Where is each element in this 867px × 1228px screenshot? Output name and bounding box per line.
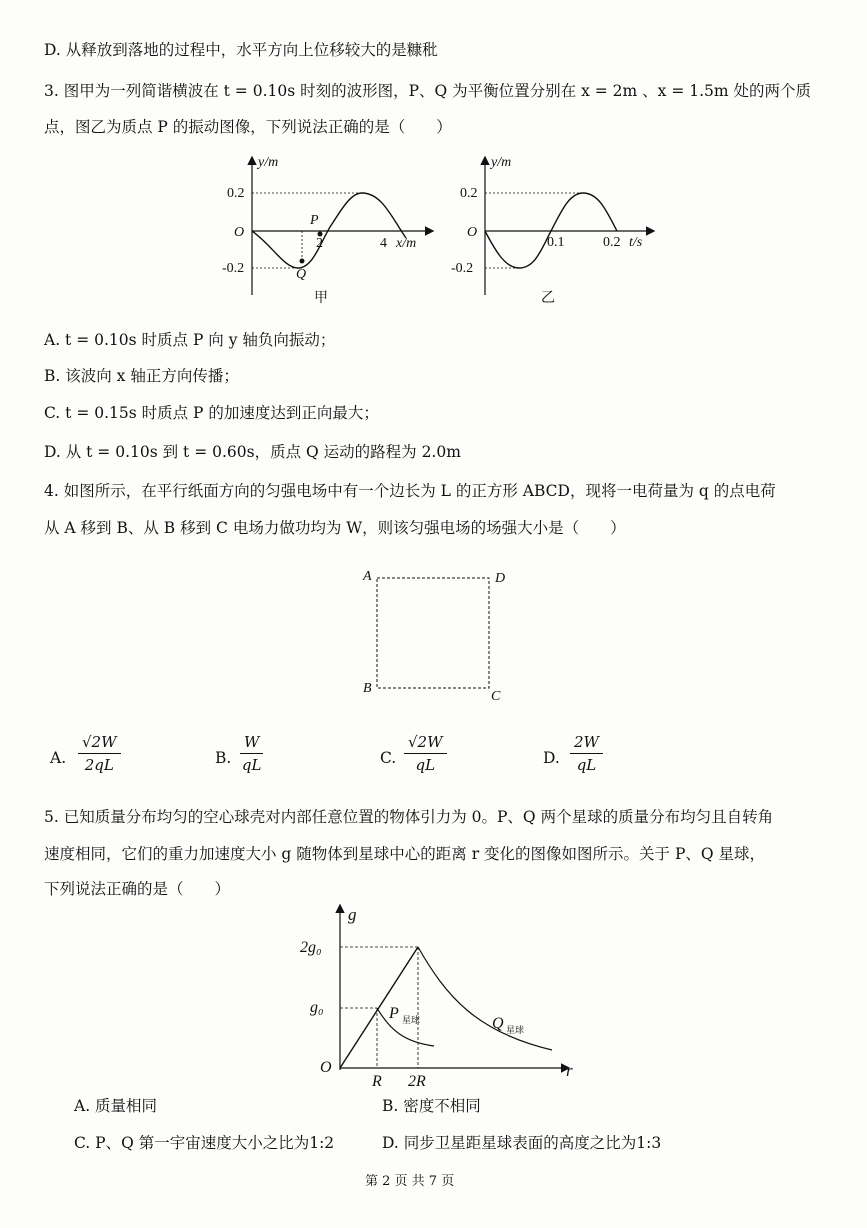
origin-jia: O xyxy=(234,225,245,240)
q4-option-d-fraction xyxy=(570,733,603,774)
q4-option-a-den: 2qL xyxy=(84,756,114,774)
q5-option-b: B. 密度不相同 xyxy=(382,1097,481,1115)
xlabel-r: r xyxy=(566,1061,573,1080)
ytick-2g0: 2g₀ xyxy=(300,939,322,956)
q4-option-c-fraction xyxy=(404,733,447,774)
ytick-0.2-yi: 0.2 xyxy=(460,186,478,201)
q4-option-a-letter: A. xyxy=(50,749,67,767)
xtick-2r: 2R xyxy=(408,1073,426,1090)
q3-option-b: B. 该波向 x 轴正方向传播； xyxy=(44,367,239,385)
q4-option-b-fraction xyxy=(240,733,263,774)
q4-option-b-letter: B. xyxy=(215,749,232,767)
p-decay-curve xyxy=(377,1008,434,1046)
q4-square-diagram xyxy=(355,560,525,710)
q2-option-d: D. 从释放到落地的过程中，水平方向上位移较大的是糠秕 xyxy=(44,41,438,59)
q5-graph xyxy=(290,900,590,1090)
curve-q-label: Q xyxy=(492,1015,504,1032)
q4-option-c-num: √2W xyxy=(404,733,447,754)
p-linear-segment xyxy=(340,947,421,1068)
xtick-0.1-yi: 0.1 xyxy=(547,235,565,250)
caption-yi: 乙 xyxy=(541,291,555,306)
q5-option-d: D. 同步卫星距星球表面的高度之比为1:3 xyxy=(382,1134,662,1152)
curve-p-sub: 星球 xyxy=(402,1015,421,1025)
curve-q-sub: 星球 xyxy=(506,1025,525,1035)
xtick-0.2-yi: 0.2 xyxy=(603,235,621,250)
q5-stem-line3: 下列说法正确的是（ ） xyxy=(44,880,231,898)
xtick-r: R xyxy=(372,1073,382,1090)
ylabel-g: g xyxy=(348,905,357,924)
q4-option-c-letter: C. xyxy=(380,749,397,767)
q4-option-a-fraction xyxy=(78,733,121,774)
q5-stem-line1: 5. 已知质量分布均匀的空心球壳对内部任意位置的物体引力为 0。P、Q 两个星球的质量分布均匀且自转角 xyxy=(44,808,774,826)
xlabel-jia: x/m xyxy=(396,236,417,251)
q3-option-c: C. t = 0.15s 时质点 P 的加速度达到正向最大； xyxy=(44,404,379,422)
label-d: D xyxy=(495,571,506,586)
q5-option-c: C. P、Q 第一宇宙速度大小之比为1:2 xyxy=(74,1134,335,1152)
ytick-neg0.2-yi: -0.2 xyxy=(451,261,474,276)
ytick-neg0.2-jia: -0.2 xyxy=(222,261,245,276)
q4-option-b-den: qL xyxy=(241,756,262,774)
curve-p-label: P xyxy=(389,1005,399,1022)
origin-yi: O xyxy=(467,225,478,240)
q4-option-c-den: qL xyxy=(415,756,436,774)
label-q-jia: Q xyxy=(296,267,307,282)
xtick-4-jia: 4 xyxy=(380,236,387,251)
xlabel-yi: t/s xyxy=(629,235,643,250)
q4-option-d-num: 2W xyxy=(570,733,603,754)
q4-stem-line2: 从 A 移到 B、从 B 移到 C 电场力做功均为 W，则该匀强电场的场强大小是（ ） xyxy=(44,519,626,537)
q3-option-a: A. t = 0.10s 时质点 P 向 y 轴负向振动； xyxy=(44,331,336,349)
point-q xyxy=(300,259,305,264)
ylabel-jia: y/m xyxy=(258,155,279,170)
label-a: A xyxy=(363,569,372,584)
q3-graph-yi xyxy=(443,150,673,310)
caption-jia: 甲 xyxy=(314,291,328,306)
origin-q5: O xyxy=(320,1059,332,1076)
q4-option-a-num: √2W xyxy=(78,733,121,754)
q5-option-a: A. 质量相同 xyxy=(74,1097,158,1115)
q3-option-d: D. 从 t = 0.10s 到 t = 0.60s，质点 Q 运动的路程为 2.0m xyxy=(44,443,461,461)
q3-stem-line2: 点，图乙为质点 P 的振动图像，下列说法正确的是（ ） xyxy=(44,118,452,136)
label-p-jia: P xyxy=(310,213,319,228)
q4-stem-line1: 4. 如图所示，在平行纸面方向的匀强电场中有一个边长为 L 的正方形 ABCD，现将一电荷量为 q 的点电荷 xyxy=(44,482,776,500)
ytick-0.2-jia: 0.2 xyxy=(227,186,245,201)
label-c: C xyxy=(491,689,501,704)
page-footer: 第 2 页 共 7 页 xyxy=(365,1174,455,1189)
q3-stem-line1: 3. 图甲为一列简谐横波在 t = 0.10s 时刻的波形图，P、Q 为平衡位置分别在 x = 2m 、x = 1.5m 处的两个质 xyxy=(44,82,812,100)
q3-graph-jia xyxy=(210,150,440,310)
q5-stem-line2: 速度相同，它们的重力加速度大小 g 随物体到星球中心的距离 r 变化的图像如图所示。关于 P、Q 星球， xyxy=(44,845,766,863)
xtick-2-jia: 2 xyxy=(316,236,323,251)
q-decay-curve xyxy=(418,947,552,1050)
label-b: B xyxy=(363,681,372,696)
ytick-g0: g₀ xyxy=(310,999,324,1016)
q4-option-b-num: W xyxy=(240,733,263,754)
q4-option-d-letter: D. xyxy=(543,749,560,767)
ylabel-yi: y/m xyxy=(491,155,512,170)
q4-option-d-den: qL xyxy=(576,756,597,774)
